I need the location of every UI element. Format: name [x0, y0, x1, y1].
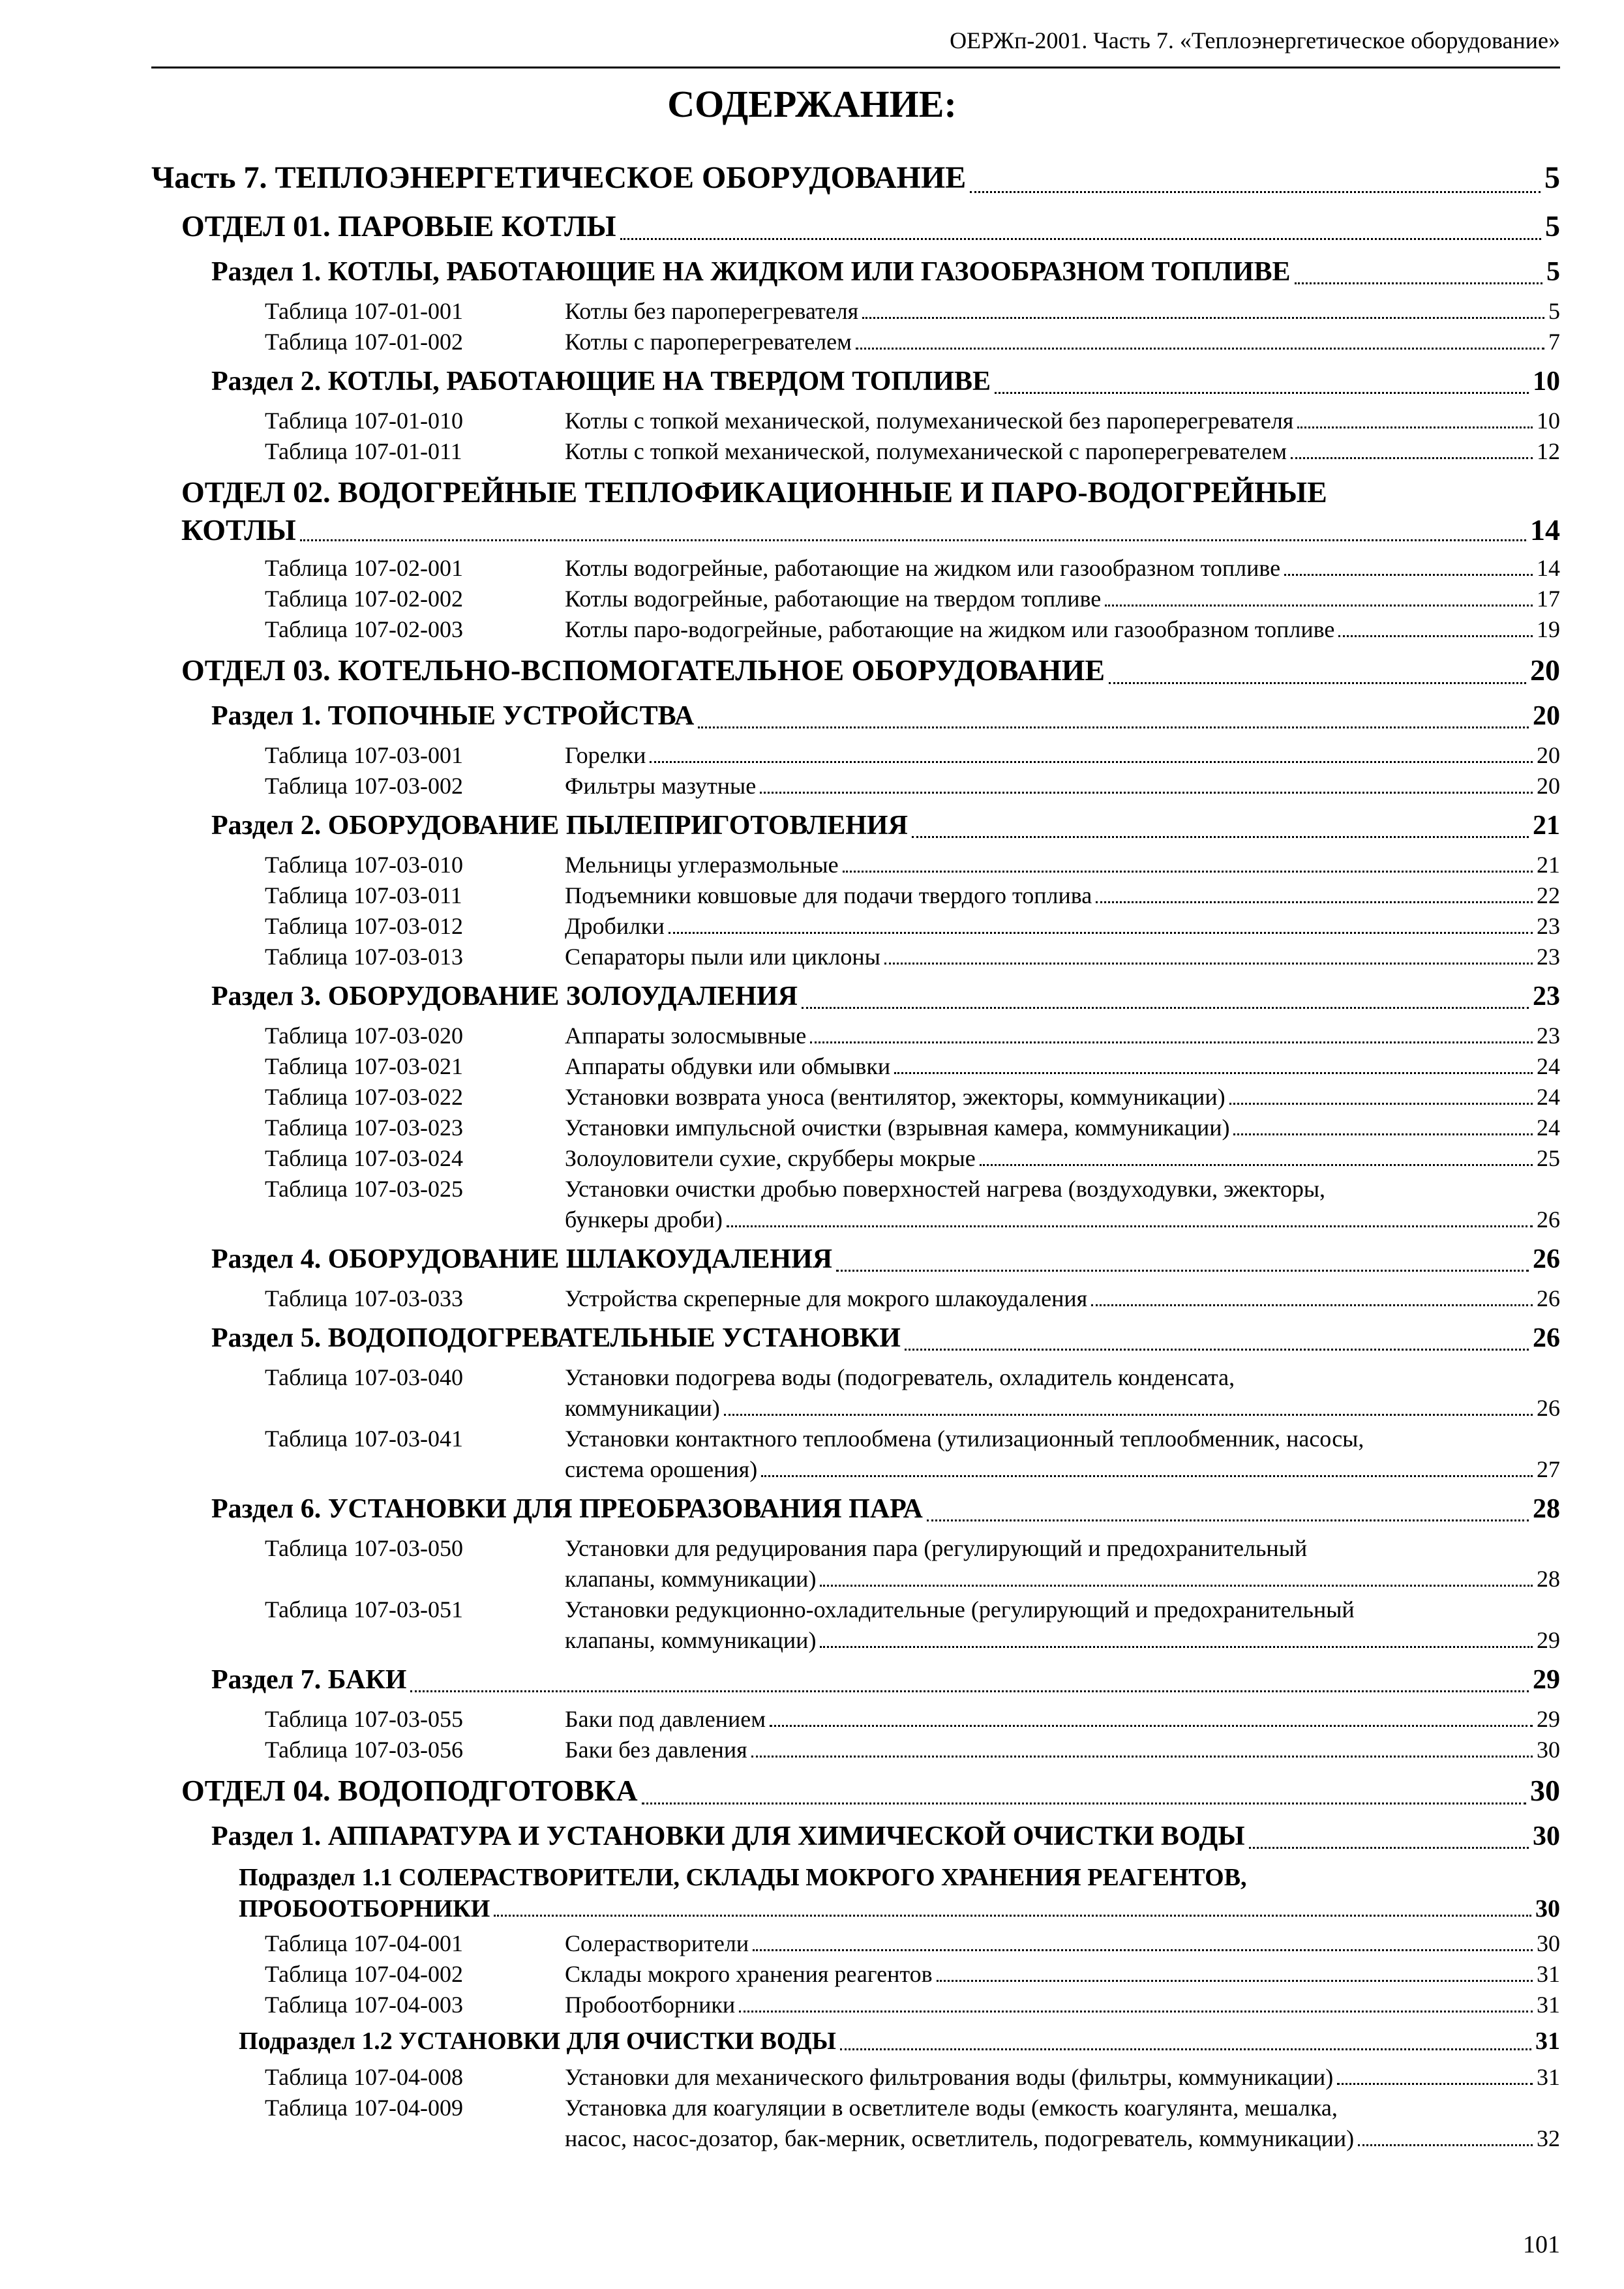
toc-entry-label: ОТДЕЛ 02. ВОДОГРЕЙНЫЕ ТЕПЛОФИКАЦИОННЫЕ И ПАРО-ВОДОГРЕЙНЫЕ	[181, 475, 1327, 509]
toc-page-number: 26	[1533, 1244, 1560, 1274]
toc-page-number: 29	[1537, 1627, 1560, 1653]
table-title: Мельницы углеразмольные	[565, 852, 839, 878]
toc-page-number: 17	[1537, 586, 1560, 612]
toc-entry-label-cont: ПРОБООТБОРНИКИ	[239, 1895, 490, 1922]
table-code: Таблица 107-03-024	[265, 1145, 463, 1171]
dot-leader	[724, 1414, 1533, 1416]
toc-entry-table[interactable]	[151, 1735, 1560, 1765]
table-code: Таблица 107-02-001	[265, 555, 463, 581]
toc-page-number: 24	[1537, 1115, 1560, 1141]
toc-entry-part[interactable]	[151, 155, 1560, 201]
toc-page-number: 7	[1548, 329, 1560, 355]
table-title: Котлы с пароперегревателем	[565, 329, 852, 355]
table-code: Таблица 107-04-009	[265, 2095, 463, 2121]
dot-leader	[884, 963, 1533, 965]
toc-page-number: 32	[1537, 2125, 1560, 2151]
toc-entry-otdel[interactable]	[151, 205, 1560, 248]
dot-leader	[1249, 1847, 1529, 1849]
toc-entry-label: Раздел 2. ОБОРУДОВАНИЕ ПЫЛЕПРИГОТОВЛЕНИЯ	[211, 811, 908, 841]
table-of-contents	[151, 150, 1560, 2157]
dot-leader	[1358, 2144, 1533, 2146]
toc-page-number: 23	[1537, 944, 1560, 970]
toc-entry-label: ОТДЕЛ 01. ПАРОВЫЕ КОТЛЫ	[181, 209, 616, 243]
table-title: Горелки	[565, 742, 646, 768]
table-title: Установки возврата уноса (вентилятор, эжекторы, коммуникации)	[565, 1084, 1226, 1110]
toc-entry-table[interactable]	[151, 584, 1560, 614]
toc-entry-label: Подраздел 1.1 СОЛЕРАСТВОРИТЕЛИ, СКЛАДЫ МОКРОГО ХРАНЕНИЯ РЕАГЕНТОВ,	[239, 1864, 1247, 1891]
table-title: Аппараты золосмывные	[565, 1023, 807, 1049]
toc-entry-label: Раздел 7. БАКИ	[211, 1665, 407, 1695]
table-code: Таблица 107-03-001	[265, 742, 463, 768]
toc-page-number: 30	[1533, 1821, 1560, 1851]
toc-page-number: 28	[1533, 1494, 1560, 1524]
toc-page-number: 19	[1537, 616, 1560, 642]
table-code: Таблица 107-03-020	[265, 1023, 463, 1049]
toc-entry-table[interactable]	[151, 296, 1560, 327]
toc-entry-table[interactable]	[151, 2093, 1560, 2154]
table-title-cont: клапаны, коммуникации)	[565, 1566, 817, 1592]
toc-entry-table[interactable]	[151, 553, 1560, 584]
dot-leader	[836, 1270, 1529, 1272]
table-title-cont: клапаны, коммуникации)	[565, 1627, 817, 1653]
toc-page-number: 10	[1537, 408, 1560, 434]
toc-page-number: 14	[1530, 513, 1560, 546]
toc-entry-table[interactable]	[151, 1533, 1560, 1594]
toc-entry-razdel[interactable]	[151, 1816, 1560, 1857]
toc-entry-razdel[interactable]	[151, 252, 1560, 292]
table-title-cont: насос, насос-дозатор, бак-мерник, осветлитель, подогреватель, коммуникации)	[565, 2125, 1355, 2151]
toc-entry-table[interactable]	[151, 1704, 1560, 1735]
running-header: ОЕРЖп-2001. Часть 7. «Теплоэнергетическое оборудование»	[950, 27, 1560, 53]
dot-leader	[494, 1915, 1531, 1917]
toc-entry-razdel[interactable]	[151, 361, 1560, 402]
dot-leader	[1295, 282, 1542, 284]
dot-leader	[1091, 1304, 1533, 1306]
toc-entry-table[interactable]	[151, 436, 1560, 467]
table-code: Таблица 107-04-002	[265, 1961, 463, 1987]
toc-entry-table[interactable]	[151, 1928, 1560, 1959]
dot-leader	[753, 1949, 1533, 1951]
dot-leader	[761, 1475, 1533, 1477]
table-title: Котлы с топкой механической, полумеханической с пароперегревателем	[565, 438, 1287, 464]
table-code: Таблица 107-01-011	[265, 438, 462, 464]
toc-entry-podrazdel[interactable]	[151, 1862, 1560, 1924]
dot-leader	[770, 1725, 1533, 1727]
toc-entry-table[interactable]	[151, 771, 1560, 801]
toc-entry-otdel[interactable]	[151, 649, 1560, 692]
dot-leader	[937, 1980, 1533, 1982]
page-number: 101	[1523, 2231, 1560, 2258]
dot-leader	[1291, 457, 1533, 459]
table-title: Склады мокрого хранения реагентов	[565, 1961, 933, 1987]
toc-page-number: 23	[1537, 913, 1560, 939]
table-title-cont: коммуникации)	[565, 1395, 720, 1421]
table-title: Устройства скреперные для мокрого шлакоудаления	[565, 1285, 1088, 1311]
table-code: Таблица 107-03-002	[265, 773, 463, 799]
toc-page-number: 22	[1537, 882, 1560, 908]
toc-page-number: 5	[1545, 209, 1560, 243]
table-code: Таблица 107-03-051	[265, 1596, 463, 1623]
table-code: Таблица 107-01-010	[265, 408, 463, 434]
table-code: Таблица 107-03-050	[265, 1535, 463, 1561]
toc-entry-razdel[interactable]	[151, 1239, 1560, 1279]
table-code: Таблица 107-04-008	[265, 2064, 463, 2090]
toc-entry-label: Раздел 4. ОБОРУДОВАНИЕ ШЛАКОУДАЛЕНИЯ	[211, 1244, 833, 1274]
toc-entry-table[interactable]	[151, 850, 1560, 880]
toc-page-number: 30	[1530, 1774, 1560, 1807]
toc-page-number: 5	[1544, 160, 1560, 195]
toc-entry-table[interactable]	[151, 2062, 1560, 2093]
dot-leader	[862, 317, 1544, 319]
toc-entry-label: Раздел 1. ТОПОЧНЫЕ УСТРОЙСТВА	[211, 701, 695, 731]
table-title-cont: бункеры дроби)	[565, 1206, 723, 1233]
toc-entry-label: Раздел 1. КОТЛЫ, РАБОТАЮЩИЕ НА ЖИДКОМ ИЛИ ГАЗООБРАЗНОМ ТОПЛИВЕ	[211, 257, 1291, 287]
toc-entry-razdel[interactable]	[151, 696, 1560, 736]
table-title: Установка для коагуляции в осветлителе воды (емкость коагулянта, мешалка,	[565, 2095, 1338, 2121]
toc-page-number: 31	[1537, 2064, 1560, 2090]
toc-entry-table[interactable]	[151, 1051, 1560, 1082]
dot-leader	[840, 2048, 1531, 2050]
dot-leader	[751, 1756, 1533, 1758]
dot-leader	[843, 871, 1533, 873]
table-code: Таблица 107-03-025	[265, 1176, 463, 1202]
toc-entry-table[interactable]	[151, 1174, 1560, 1235]
toc-entry-table[interactable]	[151, 1082, 1560, 1113]
toc-entry-label: Раздел 3. ОБОРУДОВАНИЕ ЗОЛОУДАЛЕНИЯ	[211, 981, 798, 1011]
table-title: Котлы паро-водогрейные, работающие на жидком или газообразном топливе	[565, 616, 1335, 642]
table-title: Установки редукционно-охладительные (регулирующий и предохранительный	[565, 1596, 1355, 1623]
toc-page-number: 26	[1533, 1323, 1560, 1353]
table-code: Таблица 107-03-023	[265, 1115, 463, 1141]
page-title: СОДЕРЖАНИЕ:	[667, 83, 957, 125]
table-code: Таблица 107-03-013	[265, 944, 463, 970]
toc-entry-podrazdel[interactable]	[151, 2024, 1560, 2058]
toc-page-number: 21	[1537, 852, 1560, 878]
table-title: Золоуловители сухие, скрубберы мокрые	[565, 1145, 976, 1171]
table-title: Установки для механического фильтрования воды (фильтры, коммуникации)	[565, 2064, 1334, 2090]
toc-entry-label: Раздел 1. АППАРАТУРА И УСТАНОВКИ ДЛЯ ХИМИЧЕСКОЙ ОЧИСТКИ ВОДЫ	[211, 1821, 1245, 1851]
toc-entry-table[interactable]	[151, 1021, 1560, 1051]
toc-page-number: 24	[1537, 1084, 1560, 1110]
table-title: Установки импульсной очистки (взрывная камера, коммуникации)	[565, 1115, 1230, 1141]
toc-entry-razdel[interactable]	[151, 976, 1560, 1017]
dot-leader	[739, 2011, 1533, 2012]
toc-entry-otdel[interactable]	[151, 473, 1560, 549]
table-title: Установки подогрева воды (подогреватель, охладитель конденсата,	[565, 1364, 1235, 1390]
toc-entry-table[interactable]	[151, 1990, 1560, 2020]
dot-leader	[1284, 574, 1533, 576]
table-title: Котлы без пароперегревателя	[565, 298, 859, 324]
table-code: Таблица 107-03-012	[265, 913, 463, 939]
dot-leader	[1337, 2083, 1533, 2085]
toc-entry-table[interactable]	[151, 1594, 1560, 1656]
toc-page-number: 10	[1533, 367, 1560, 396]
toc-entry-razdel[interactable]	[151, 1660, 1560, 1700]
dot-leader	[1096, 901, 1533, 903]
toc-page-number: 31	[1535, 2027, 1560, 2055]
dot-leader	[970, 191, 1541, 193]
dot-leader	[1338, 635, 1533, 637]
table-title: Аппараты обдувки или обмывки	[565, 1053, 891, 1079]
table-title: Баки под давлением	[565, 1706, 766, 1732]
table-title: Установки очистки дробью поверхностей нагрева (воздуходувки, эжекторы,	[565, 1176, 1326, 1202]
toc-entry-table[interactable]	[151, 1113, 1560, 1143]
toc-page-number: 23	[1537, 1023, 1560, 1049]
dot-leader	[410, 1690, 1529, 1692]
toc-page-number: 31	[1537, 1992, 1560, 2018]
toc-entry-label-cont: КОТЛЫ	[181, 513, 296, 546]
toc-page-number: 31	[1537, 1961, 1560, 1987]
dot-leader	[810, 1041, 1533, 1043]
table-code: Таблица 107-03-021	[265, 1053, 463, 1079]
toc-entry-table[interactable]	[151, 1362, 1560, 1424]
dot-leader	[300, 539, 1526, 541]
table-code: Таблица 107-03-056	[265, 1737, 463, 1763]
table-title: Установки контактного теплообмена (утилизационный теплообменник, насосы,	[565, 1426, 1364, 1452]
toc-entry-table[interactable]	[151, 1424, 1560, 1485]
toc-entry-razdel[interactable]	[151, 1489, 1560, 1529]
dot-leader	[669, 932, 1533, 934]
table-code: Таблица 107-03-041	[265, 1426, 463, 1452]
toc-entry-label: ОТДЕЛ 03. КОТЕЛЬНО-ВСПОМОГАТЕЛЬНОЕ ОБОРУДОВАНИЕ	[181, 653, 1105, 687]
table-code: Таблица 107-03-033	[265, 1285, 463, 1311]
toc-page-number: 5	[1546, 257, 1560, 287]
toc-entry-label: Раздел 5. ВОДОПОДОГРЕВАТЕЛЬНЫЕ УСТАНОВКИ	[211, 1323, 901, 1353]
toc-page-number: 24	[1537, 1053, 1560, 1079]
toc-entry-table[interactable]	[151, 1959, 1560, 1990]
dot-leader	[1109, 682, 1526, 684]
table-title-cont: система орошения)	[565, 1456, 758, 1482]
toc-page-number: 23	[1533, 981, 1560, 1011]
header-rule	[151, 67, 1560, 68]
toc-entry-label: Подраздел 1.2 УСТАНОВКИ ДЛЯ ОЧИСТКИ ВОДЫ	[239, 2027, 836, 2055]
toc-page-number: 21	[1533, 811, 1560, 841]
toc-page-number: 29	[1533, 1665, 1560, 1695]
dot-leader	[820, 1585, 1533, 1587]
toc-entry-table[interactable]	[151, 1143, 1560, 1174]
toc-entry-table[interactable]	[151, 880, 1560, 911]
table-code: Таблица 107-02-002	[265, 586, 463, 612]
toc-page-number: 30	[1537, 1737, 1560, 1763]
dot-leader	[905, 1349, 1529, 1351]
toc-entry-table[interactable]	[151, 327, 1560, 357]
table-title: Котлы водогрейные, работающие на жидком или газообразном топливе	[565, 555, 1281, 581]
table-title: Котлы водогрейные, работающие на твердом топливе	[565, 586, 1102, 612]
table-code: Таблица 107-01-002	[265, 329, 463, 355]
toc-page-number: 27	[1537, 1456, 1560, 1482]
toc-page-number: 28	[1537, 1566, 1560, 1592]
table-code: Таблица 107-03-010	[265, 852, 463, 878]
dot-leader	[894, 1072, 1533, 1074]
table-code: Таблица 107-04-001	[265, 1930, 463, 1956]
table-code: Таблица 107-03-022	[265, 1084, 463, 1110]
dot-leader	[1297, 426, 1533, 428]
dot-leader	[802, 1007, 1529, 1009]
table-title: Установки для редуцирования пара (регулирующий и предохранительный	[565, 1535, 1308, 1561]
toc-page-number: 20	[1537, 742, 1560, 768]
toc-page-number: 25	[1537, 1145, 1560, 1171]
dot-leader	[995, 392, 1529, 394]
table-code: Таблица 107-02-003	[265, 616, 463, 642]
table-title: Баки без давления	[565, 1737, 747, 1763]
table-title: Фильтры мазутные	[565, 773, 757, 799]
dot-leader	[927, 1519, 1529, 1521]
table-title: Подъемники ковшовые для подачи твердого топлива	[565, 882, 1092, 908]
toc-entry-table[interactable]	[151, 942, 1560, 972]
toc-entry-razdel[interactable]	[151, 1318, 1560, 1358]
table-code: Таблица 107-04-003	[265, 1992, 463, 2018]
table-code: Таблица 107-03-040	[265, 1364, 463, 1390]
toc-entry-table[interactable]	[151, 911, 1560, 942]
toc-entry-label: ОТДЕЛ 04. ВОДОПОДГОТОВКА	[181, 1774, 638, 1807]
toc-page-number: 20	[1533, 701, 1560, 731]
table-code: Таблица 107-01-001	[265, 298, 463, 324]
toc-page-number: 20	[1530, 653, 1560, 687]
table-code: Таблица 107-03-055	[265, 1706, 463, 1732]
table-title: Сепараторы пыли или циклоны	[565, 944, 880, 970]
toc-page-number: 26	[1537, 1285, 1560, 1311]
toc-page-number: 30	[1537, 1930, 1560, 1956]
toc-page-number: 5	[1548, 298, 1560, 324]
toc-entry-label: Часть 7. ТЕПЛОЭНЕРГЕТИЧЕСКОЕ ОБОРУДОВАНИЕ	[151, 160, 967, 195]
dot-leader	[698, 726, 1529, 728]
dot-leader	[620, 238, 1541, 240]
table-title: Пробоотборники	[565, 1992, 736, 2018]
toc-page-number: 14	[1537, 555, 1560, 581]
toc-entry-table[interactable]	[151, 614, 1560, 645]
toc-entry-otdel[interactable]	[151, 1769, 1560, 1812]
dot-leader	[980, 1164, 1533, 1166]
dot-leader	[1105, 605, 1533, 606]
toc-entry-table[interactable]	[151, 1283, 1560, 1314]
toc-page-number: 26	[1537, 1206, 1560, 1233]
dot-leader	[912, 836, 1529, 838]
dot-leader	[1229, 1103, 1533, 1105]
toc-entry-label: Раздел 6. УСТАНОВКИ ДЛЯ ПРЕОБРАЗОВАНИЯ ПАРА	[211, 1494, 923, 1524]
toc-page-number: 12	[1537, 438, 1560, 464]
toc-page-number: 30	[1535, 1895, 1560, 1922]
toc-page-number: 26	[1537, 1395, 1560, 1421]
table-title: Дробилки	[565, 913, 665, 939]
dot-leader	[856, 348, 1544, 350]
dot-leader	[1233, 1133, 1533, 1135]
dot-leader	[642, 1803, 1526, 1804]
dot-leader	[727, 1225, 1533, 1227]
toc-entry-label: Раздел 2. КОТЛЫ, РАБОТАЮЩИЕ НА ТВЕРДОМ ТОПЛИВЕ	[211, 367, 991, 396]
dot-leader	[760, 792, 1533, 794]
dot-leader	[650, 761, 1533, 763]
toc-entry-table[interactable]	[151, 740, 1560, 771]
dot-leader	[820, 1646, 1533, 1648]
toc-entry-table[interactable]	[151, 406, 1560, 436]
toc-page-number: 20	[1537, 773, 1560, 799]
table-code: Таблица 107-03-011	[265, 882, 462, 908]
table-title: Солерастворители	[565, 1930, 749, 1956]
table-title: Котлы с топкой механической, полумеханической без пароперегревателя	[565, 408, 1294, 434]
toc-entry-razdel[interactable]	[151, 805, 1560, 846]
toc-page-number: 29	[1537, 1706, 1560, 1732]
